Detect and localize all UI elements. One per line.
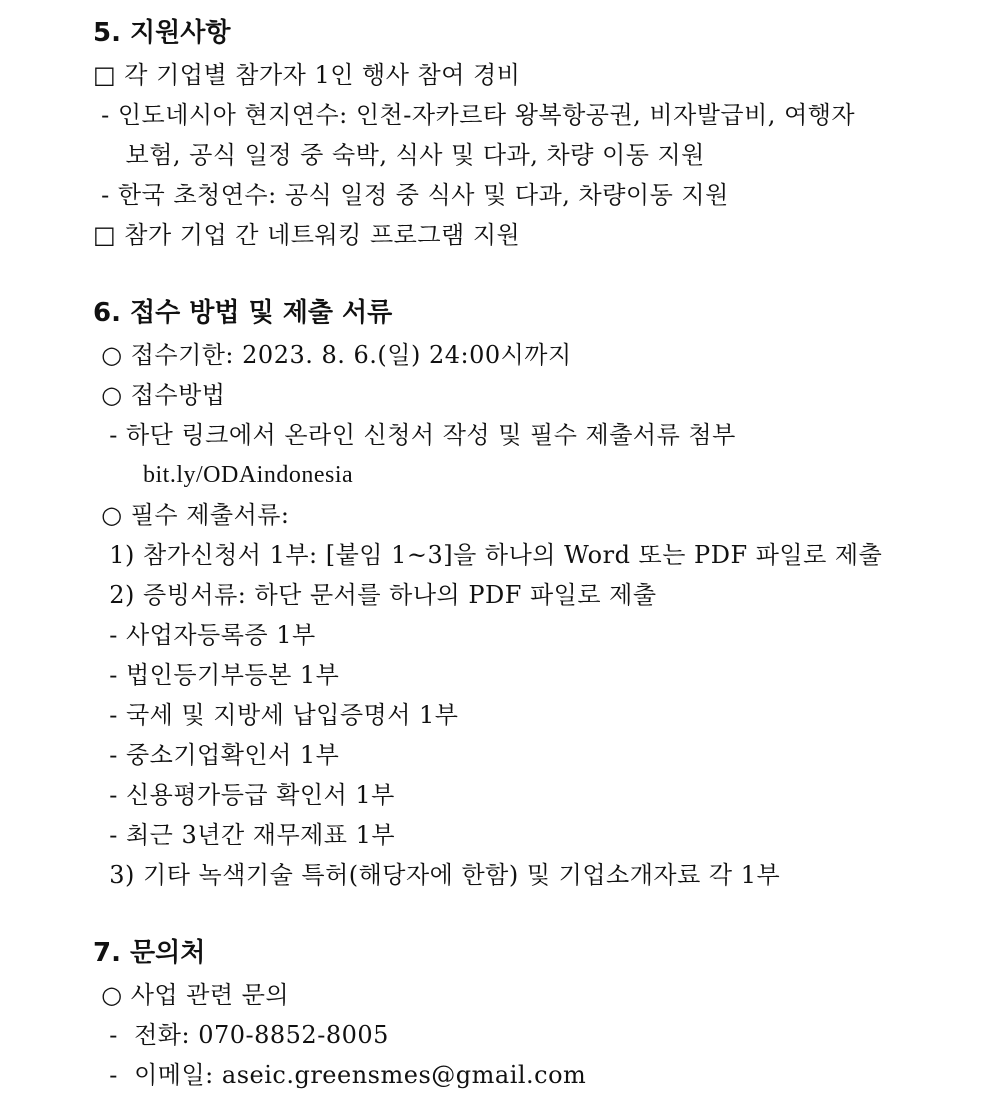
section6-line-5: ○ 필수 제출서류: — [93, 501, 290, 529]
section6-line-7: 2) 증빙서류: 하단 문서를 하나의 PDF 파일로 제출 — [93, 581, 657, 609]
contact-phone: - 전화: 070-8852-8005 — [93, 1021, 389, 1049]
section5-title: 5. 지원사항 — [93, 18, 231, 48]
section6-line-8: - 사업자등록증 1부 — [93, 621, 316, 649]
section6-line-9: - 법인등기부등본 1부 — [93, 661, 340, 689]
contact-email[interactable]: - 이메일: aseic.greensmes@gmail.com — [93, 1061, 587, 1089]
section6-line-11: - 중소기업확인서 1부 — [93, 741, 340, 769]
section6-line-10: - 국세 및 지방세 납입증명서 1부 — [93, 701, 459, 729]
section5-line-1: □ 각 기업별 참가자 1인 행사 참여 경비 — [93, 61, 521, 89]
section6-line-2: ○ 접수방법 — [93, 381, 226, 409]
section5-line-3: 보험, 공식 일정 중 숙박, 식사 및 다과, 차량 이동 지원 — [93, 141, 705, 169]
section6-line-14: 3) 기타 녹색기술 특허(해당자에 한함) 및 기업소개자료 각 1부 — [93, 861, 781, 889]
section7-line-1: ○ 사업 관련 문의 — [93, 981, 290, 1009]
section5-line-5: □ 참가 기업 간 네트워킹 프로그램 지원 — [93, 221, 521, 249]
application-link[interactable]: bit.ly/ODAindonesia — [143, 462, 354, 488]
section7-title: 7. 문의처 — [93, 938, 206, 968]
section6-line-1: ○ 접수기한: 2023. 8. 6.(일) 24:00시까지 — [93, 341, 572, 369]
section6-line-6: 1) 참가신청서 1부: [붙임 1~3]을 하나의 Word 또는 PDF 파일로 제출 — [93, 541, 883, 569]
section5-line-4: - 한국 초청연수: 공식 일정 중 식사 및 다과, 차량이동 지원 — [93, 181, 729, 209]
section6-line-12: - 신용평가등급 확인서 1부 — [93, 781, 395, 809]
section6-line-13: - 최근 3년간 재무제표 1부 — [93, 821, 396, 849]
section6-line-3: - 하단 링크에서 온라인 신청서 작성 및 필수 제출서류 첨부 — [93, 421, 736, 449]
section5-line-2: - 인도네시아 현지연수: 인천-자카르타 왕복항공권, 비자발급비, 여행자 — [93, 101, 856, 129]
section6-title: 6. 접수 방법 및 제출 서류 — [93, 298, 393, 328]
